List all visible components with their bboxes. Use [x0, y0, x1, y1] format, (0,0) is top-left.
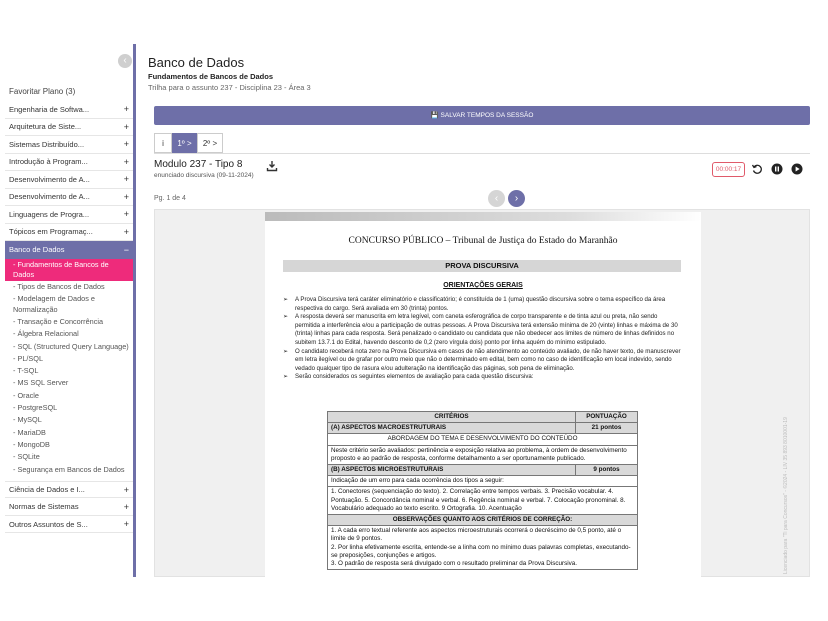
observations-title: OBSERVAÇÕES QUANTO AOS CRITÉRIOS DE CORREÇÃO: [328, 515, 638, 526]
page-header-strip [265, 212, 701, 221]
subitem[interactable]: - PL/SQL [13, 353, 44, 363]
subitem[interactable]: - MariaDB [13, 427, 46, 437]
subitem[interactable]: - Oracle [13, 390, 39, 400]
module-title: Modulo 237 - Tipo 8 [154, 159, 243, 170]
sidebar-item[interactable] [5, 101, 133, 119]
subitem[interactable]: - MongoDB [13, 439, 50, 449]
page-title: Banco de Dados [148, 55, 245, 70]
collapse-icon[interactable]: − [123, 244, 129, 255]
sidebar-item-banco-de-dados[interactable] [5, 241, 133, 259]
watermark-text: Licenciado para "Ti para Concursos" - ©2024 - LIV 35 893 8010001-19 [783, 417, 789, 574]
document-bullet: ➢ A resposta deverá ser manuscrita em letra legível, com caneta esferográfica de corpo transparente e de tinta azul ou preta, não sendo permitida a interferência e/ou a participação de outras pessoas. A Prova Discursiva terá extensão mínima de 20 (vinte) linhas e máxima de 30 (trinta) linhas para cada resposta. Será penalizado o candidato ou candidata que não obedecer aos limites de número de linhas definidos no subitem 13.7.1 do Edital, havendo desconto de 0,2 (zero vírgula dois) ponto por linha aquém do mínimo estipulado. [283, 313, 683, 347]
expand-icon[interactable]: + [123, 156, 129, 167]
criteria-b-intro: Indicação de um erro para cada ocorrência dos tipos a seguir: [328, 476, 638, 487]
criteria-header: CRITÉRIOS [328, 412, 576, 423]
document-bullet: ➢ Serão considerados os seguintes elementos de avaliação para cada questão discursiva: [283, 373, 683, 382]
sidebar-item-label: Banco de Dados [9, 245, 65, 255]
observation-item: 3. O padrão de resposta será divulgado com o resultado preliminar da Prova Discursiva. [331, 560, 578, 568]
document-viewer[interactable] [154, 209, 810, 577]
document-page [265, 212, 701, 578]
sidebar-item-label: Sistemas Distribuído... [9, 139, 85, 149]
subitem[interactable]: - Segurança em Bancos de Dados [13, 464, 125, 474]
reset-icon[interactable] [751, 163, 763, 175]
expand-icon[interactable]: + [123, 519, 129, 530]
subitem[interactable]: - MySQL [13, 415, 42, 425]
sidebar-item-label: Outros Assuntos de S... [9, 519, 88, 529]
sidebar-item-label: Introdução à Program... [9, 157, 88, 167]
subitem-selected[interactable]: - Fundamentos de Bancos de Dados [5, 259, 133, 282]
observations-list [328, 526, 638, 570]
collapse-sidebar-button[interactable]: ‹ [118, 54, 132, 68]
criteria-b-list: 1. Conectores (sequenciação do texto). 2. Correlação entre tempos verbais. 3. Precisão vocabular. 4. Pontuação. 5. Concordância nominal e verbal. 6. Regência nominal e verbal. 7. Colocação pronominal. 8. Vocabulário adequado ao texto escrito. 9 Ortografia. 10. Acentuação [328, 487, 638, 515]
subitem[interactable]: - Álgebra Relacional [13, 329, 79, 339]
play-icon[interactable] [791, 163, 803, 175]
sidebar-item-label: Desenvolvimento de A... [9, 174, 90, 184]
points-header: PONTUAÇÃO [576, 412, 638, 423]
criteria-b-label: (B) ASPECTOS MICROESTRUTURAIS [328, 465, 576, 476]
expand-icon[interactable]: + [123, 484, 129, 495]
page-subtitle: Fundamentos de Bancos de Dados [148, 72, 274, 81]
document-bullet: ➢ O candidato receberá nota zero na Prova Discursiva em casos de não atendimento ao conteúdo avaliado, de não haver texto, de manuscrever em letra ilegível ou de grafar por outro meio que não o determinado em edital, bem como no caso de identificação em local indevido, sendo vedado qualquer tipo de rasura e/ou adulteração na identificação das páginas, sob pena de eliminação. [283, 348, 683, 374]
next-page-button[interactable]: › [508, 190, 525, 207]
subitem[interactable]: - Tipos de Bancos de Dados [13, 282, 105, 292]
document-bullet: ➢ A Prova Discursiva terá caráter eliminatório e classificatório; é constituída de 1 (uma) questão discursiva sobre o tema específico da área respectiva do cargo. Será avaliada em 30 (trinta) pontos. [283, 296, 683, 313]
pause-icon[interactable] [771, 163, 783, 175]
expand-icon[interactable]: + [123, 174, 129, 185]
sidebar-item[interactable] [5, 136, 133, 154]
subitem[interactable]: - Transação e Concorrência [13, 316, 104, 326]
sidebar-item[interactable] [5, 516, 133, 534]
sidebar-item[interactable] [5, 498, 133, 516]
criteria-a-points: 21 pontos [576, 423, 638, 434]
sidebar-item-label: Linguagens de Progra... [9, 209, 90, 219]
favorite-plan-link[interactable]: Favoritar Plano (3) [9, 87, 76, 96]
expand-icon[interactable]: + [123, 104, 129, 115]
sidebar-item-label: Normas de Sistemas [9, 502, 79, 512]
sidebar-item[interactable] [5, 189, 133, 207]
subitem[interactable]: - SQL (Structured Query Language) [13, 341, 129, 351]
criteria-a-desc: Neste critério serão avaliados: pertinência e exposição relativa ao problema, à ordem de desenvolvimento proposto e ao padrão de resposta, conforme detalhamento a ser oportunamente publicado. [328, 445, 638, 464]
sidebar-subitems [5, 259, 133, 476]
expand-icon[interactable]: + [123, 121, 129, 132]
criteria-a-sub: ABORDAGEM DO TEMA E DESENVOLVIMENTO DO CONTEÚDO [328, 434, 638, 445]
tab-bar [154, 133, 223, 153]
sidebar-item[interactable] [5, 481, 133, 499]
divider [154, 153, 810, 154]
subitem[interactable]: - MS SQL Server [13, 378, 69, 388]
tab-second[interactable]: 2º > [197, 133, 223, 153]
document-orientation-heading: ORIENTAÇÕES GERAIS [443, 282, 523, 289]
save-button-label: SALVAR TEMPOS DA SESSÃO [440, 112, 534, 119]
license-watermark [779, 406, 789, 576]
observation-item: 1. A cada erro textual referente aos aspectos microestruturais ocorrerá o decréscimo de 0,5 ponto, até o limite de 9 pontos. [331, 527, 622, 543]
subitem[interactable]: - Modelagem de Dados e Normalização [13, 294, 95, 314]
sidebar-item[interactable] [5, 171, 133, 189]
criteria-b-points: 9 pontos [576, 465, 638, 476]
subitem[interactable]: - T-SQL [13, 366, 39, 376]
sidebar-item-label: Desenvolvimento de A... [9, 192, 90, 202]
observation-item: 2. Por linha efetivamente escrita, entende-se a linha com no mínimo duas palavras completas, executando-se preposições, conjunções e artigos. [331, 543, 631, 559]
document-band: PROVA DISCURSIVA [283, 260, 681, 272]
sidebar [5, 44, 136, 577]
sidebar-item[interactable] [5, 206, 133, 224]
save-icon: 💾 [430, 112, 439, 119]
sidebar-item-label: Tópicos em Programaç... [9, 227, 93, 237]
subitem[interactable]: - PostgreSQL [13, 403, 58, 413]
sidebar-item-label: Engenharia de Softwa... [9, 104, 90, 114]
tab-info[interactable]: i [154, 133, 172, 153]
save-session-times-button[interactable] [154, 106, 810, 125]
criteria-a-label: (A) ASPECTOS MACROESTRUTURAIS [328, 423, 576, 434]
sidebar-item-label: Ciência de Dados e I... [9, 485, 85, 495]
sidebar-item-label: Arquitetura de Siste... [9, 122, 82, 132]
sidebar-item[interactable] [5, 154, 133, 172]
sidebar-menu [5, 101, 133, 533]
trail-info: Trilha para o assunto 237 - Disciplina 23 - Área 3 [148, 83, 311, 92]
document-title: CONCURSO PÚBLICO – Tribunal de Justiça do Estado do Maranhão [348, 236, 618, 246]
subitem[interactable]: - SQLite [13, 452, 40, 462]
session-timer: 00:00:17 [712, 162, 745, 177]
expand-icon[interactable]: + [123, 501, 129, 512]
download-icon[interactable] [266, 160, 278, 172]
expand-icon[interactable]: + [123, 139, 129, 150]
criteria-table [327, 411, 638, 570]
page-indicator: Pg. 1 de 4 [154, 195, 186, 202]
module-date: enunciado discursiva (09-11-2024) [154, 172, 254, 179]
sidebar-item[interactable] [5, 119, 133, 137]
expand-icon[interactable]: + [123, 209, 129, 220]
sidebar-item[interactable] [5, 224, 133, 242]
tab-first[interactable]: 1º > [172, 133, 197, 153]
main-content [148, 44, 818, 577]
expand-icon[interactable]: + [123, 226, 129, 237]
previous-page-button[interactable]: ‹ [488, 190, 505, 207]
expand-icon[interactable]: + [123, 191, 129, 202]
document-bullets [283, 296, 683, 382]
